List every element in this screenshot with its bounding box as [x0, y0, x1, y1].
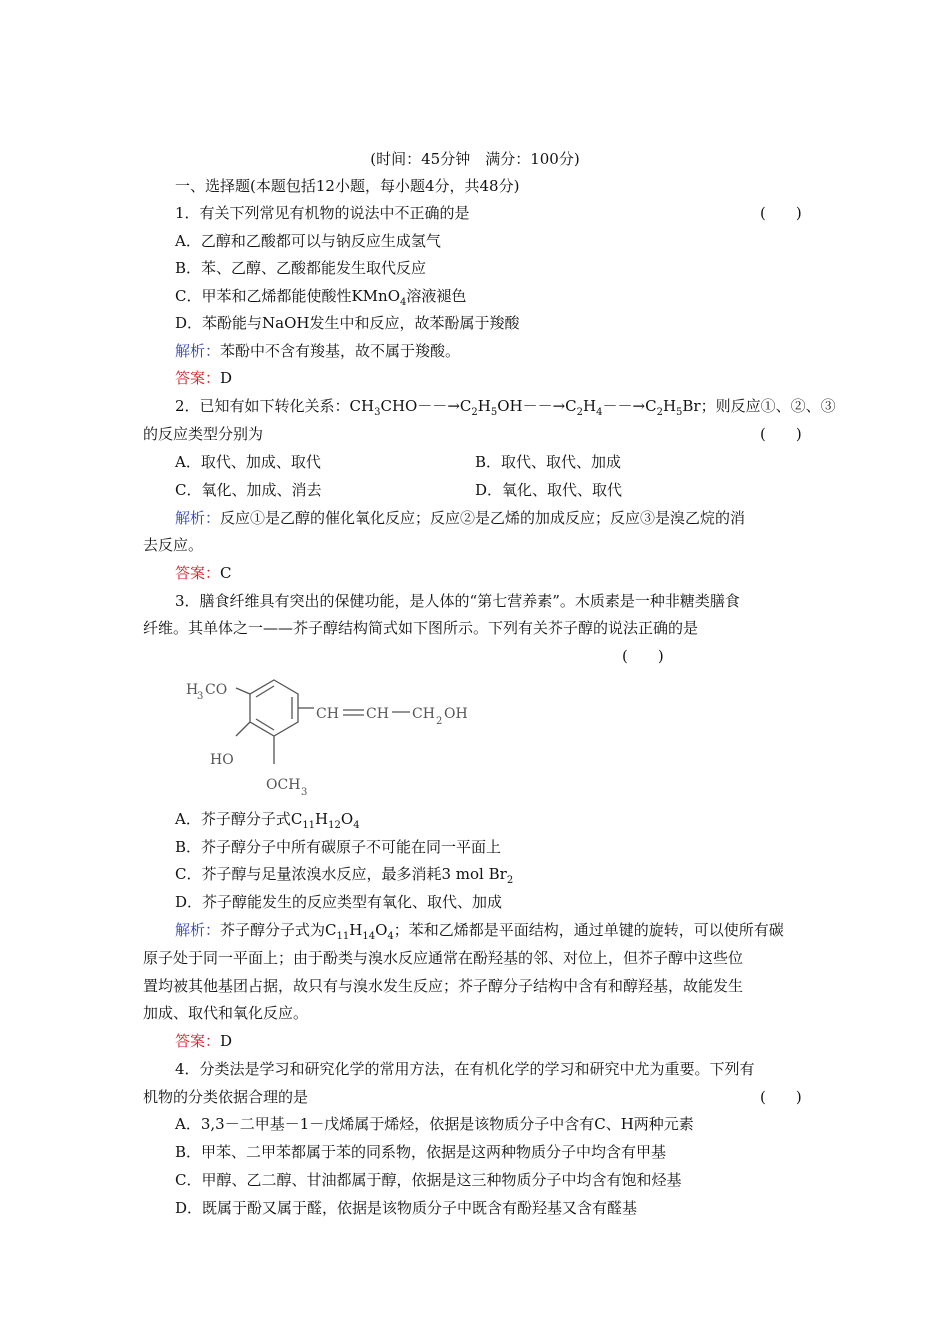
analysis-cont: 置均被其他基团占据，故只有与溴水发生反应；芥子醇分子结构中含有和醇羟基，故能发生	[143, 977, 744, 995]
answer-label: 答案：	[175, 369, 221, 387]
question-stem-cont: 纤维。其单体之一——芥子醇结构简式如下图所示。下列有关芥子醇的说法正确的是	[143, 619, 699, 637]
question-stem: 4．分类法是学习和研究化学的常用方法，在有机化学的学习和研究中尤为重要。下列有	[175, 1060, 755, 1078]
svg-text:CH: CH	[412, 706, 435, 722]
option-b: B．甲苯、二甲苯都属于苯的同系物，依据是这两种物质分子中均含有甲基	[175, 1143, 667, 1161]
option-b: B．苯、乙醇、乙酸都能发生取代反应	[175, 259, 427, 277]
analysis-label: 解析：	[175, 342, 221, 360]
option-c: C．氧化、加成、消去	[175, 481, 322, 499]
option-a: A．3,3－二甲基－1－戊烯属于烯烃，依据是该物质分子中含有C、H两种元素	[175, 1115, 694, 1133]
analysis-cont: 加成、取代和氧化反应。	[143, 1004, 309, 1022]
option-c: C．甲醇、乙二醇、甘油都属于醇，依据是这三种物质分子中均含有饱和烃基	[175, 1171, 682, 1189]
analysis-cont: 去反应。	[143, 536, 204, 554]
analysis: 解析：反应①是乙醇的催化氧化反应；反应②是乙烯的加成反应；反应③是溴乙烷的消	[175, 509, 746, 527]
answer-bracket: ( )	[760, 1088, 802, 1106]
option-d: D．氧化、取代、取代	[475, 481, 623, 499]
question-stem: 3．膳食纤维具有突出的保健功能，是人体的“第七营养素”。木质素是一种非糖类膳食	[175, 592, 740, 610]
sinapyl-alcohol-structure	[180, 672, 490, 802]
svg-text:H: H	[186, 682, 199, 698]
answer-label: 答案：	[175, 564, 221, 582]
answer-bracket: ( )	[622, 647, 664, 665]
svg-text:OCH: OCH	[266, 777, 301, 793]
option-c: C．甲苯和乙烯都能使酸性KMnO$_4$溶液褪色	[175, 287, 467, 308]
answer: 答案：C	[175, 564, 232, 582]
svg-text:OH: OH	[444, 706, 468, 722]
answer: 答案：D	[175, 1032, 233, 1050]
svg-text:CH: CH	[366, 706, 389, 722]
analysis: 解析：芥子醇分子式为$C_{11}H_{14}O_4$；苯和乙烯都是平面结构，通过单键的旋转，可以使所有碳	[175, 921, 784, 942]
analysis-label: 解析：	[175, 921, 221, 939]
svg-text:2: 2	[436, 716, 443, 727]
option-c: C．芥子醇与足量浓溴水反应，最多消耗3 mol $Br_2$	[175, 865, 514, 886]
answer: 答案：D	[175, 369, 233, 387]
option-b: B．取代、取代、加成	[475, 453, 622, 471]
svg-text:HO: HO	[210, 752, 234, 768]
question-stem-cont: 的反应类型分别为	[143, 425, 264, 443]
option-a: A．取代、加成、取代	[175, 453, 321, 471]
analysis-cont: 原子处于同一平面上；由于酚类与溴水反应通常在酚羟基的邻、对位上，但芥子醇中这些位	[143, 949, 744, 967]
svg-text:CH: CH	[316, 706, 339, 722]
question-stem-cont: 机物的分类依据合理的是	[143, 1088, 309, 1106]
exam-header: (时间：45分钟 满分：100分)	[370, 150, 580, 168]
option-a: A．芥子醇分子式$C_{11}H_{12}O_4$	[175, 810, 360, 831]
answer-bracket: ( )	[760, 204, 802, 222]
question-stem: 2．已知有如下转化关系：$CH_3CHO--\to C_2H_5OH--\to C_2H_4--\to C_2H_5Br$；则反应①、②、③	[175, 397, 836, 418]
option-b: B．芥子醇分子中所有碳原子不可能在同一平面上	[175, 838, 502, 856]
option-d: D．苯酚能与NaOH发生中和反应，故苯酚属于羧酸	[175, 314, 520, 332]
benzene-ring	[250, 680, 298, 736]
option-d: D．芥子醇能发生的反应类型有氧化、取代、加成	[175, 893, 503, 911]
question-stem: 1．有关下列常见有机物的说法中不正确的是	[175, 204, 470, 222]
answer-bracket: ( )	[760, 425, 802, 443]
option-a: A．乙醇和乙酸都可以与钠反应生成氢气	[175, 232, 441, 250]
svg-text:3: 3	[197, 691, 204, 702]
analysis: 解析：苯酚中不含有羧基，故不属于羧酸。	[175, 342, 461, 360]
svg-text:CO: CO	[205, 682, 228, 698]
section-title: 一、选择题(本题包括12小题，每小题4分，共48分)	[175, 177, 520, 195]
answer-label: 答案：	[175, 1032, 221, 1050]
option-d: D．既属于酚又属于醛，依据是该物质分子中既含有酚羟基又含有醛基	[175, 1199, 638, 1217]
svg-text:3: 3	[301, 787, 308, 798]
analysis-label: 解析：	[175, 509, 221, 527]
